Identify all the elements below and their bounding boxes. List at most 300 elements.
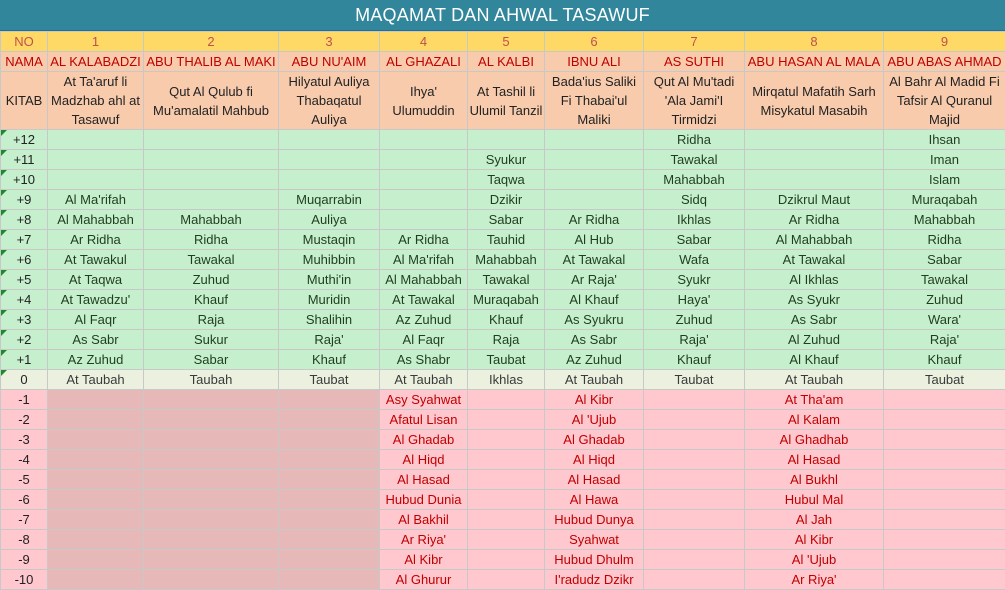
table-cell[interactable]: Al Ghurur (380, 570, 468, 590)
level-label[interactable] (1, 290, 48, 310)
table-cell[interactable]: As Shabr (380, 350, 468, 370)
book-title-2[interactable]: Qut Al Qulub fi Mu'amalatil Mahbub (144, 72, 279, 130)
column-number-9[interactable]: 9 (884, 32, 1005, 52)
table-cell[interactable]: At Taubah (545, 370, 644, 390)
level-label[interactable] (1, 450, 48, 470)
table-cell[interactable]: Mahabbah (644, 170, 745, 190)
table-cell[interactable] (884, 430, 1005, 450)
table-cell[interactable] (48, 430, 144, 450)
table-cell[interactable] (745, 150, 884, 170)
table-cell[interactable]: Al Kibr (745, 530, 884, 550)
table-cell[interactable] (279, 490, 380, 510)
table-cell[interactable]: Al Faqr (48, 310, 144, 330)
author-name-7[interactable]: AS SUTHI (644, 52, 745, 72)
table-cell[interactable] (468, 490, 545, 510)
header-row-nama (1, 52, 1005, 72)
table-cell[interactable]: Tauhid (468, 230, 545, 250)
table-cell[interactable]: Dzikir (468, 190, 545, 210)
table-cell[interactable]: Al Ghadab (545, 430, 644, 450)
level-value: +3 (17, 312, 32, 327)
table-cell[interactable] (468, 470, 545, 490)
book-title-9[interactable]: Al Bahr Al Madid Fi Tafsir Al Quranul Majid (884, 72, 1005, 130)
level-label[interactable] (1, 210, 48, 230)
table-cell[interactable] (545, 150, 644, 170)
table-cell[interactable]: Al Hub (545, 230, 644, 250)
table-cell[interactable] (144, 530, 279, 550)
table-cell[interactable]: Auliya (279, 210, 380, 230)
author-name-1[interactable]: AL KALABADZI (48, 52, 144, 72)
table-cell[interactable]: Mahabbah (884, 210, 1005, 230)
table-cell[interactable] (279, 550, 380, 570)
table-cell[interactable] (279, 430, 380, 450)
table-row (1, 550, 1005, 570)
table-cell[interactable]: Al Hawa (545, 490, 644, 510)
table-cell[interactable] (745, 170, 884, 190)
table-cell[interactable]: At Tawakal (380, 290, 468, 310)
table-cell[interactable]: Al Kalam (745, 410, 884, 430)
level-label[interactable] (1, 190, 48, 210)
table-row (1, 530, 1005, 550)
table-cell[interactable]: Taubat (884, 370, 1005, 390)
table-cell[interactable] (279, 130, 380, 150)
table-cell[interactable]: Hubud Dhulm (545, 550, 644, 570)
table-cell[interactable] (884, 550, 1005, 570)
table-cell[interactable] (468, 390, 545, 410)
table-cell[interactable]: Al Kibr (545, 390, 644, 410)
table-cell[interactable]: Muqarrabin (279, 190, 380, 210)
book-title-1[interactable]: At Ta'aruf li Madzhab ahl at Tasawuf (48, 72, 144, 130)
table-row (1, 390, 1005, 410)
table-cell[interactable]: Al Ikhlas (745, 270, 884, 290)
level-label[interactable] (1, 510, 48, 530)
table-cell[interactable] (144, 430, 279, 450)
table-cell[interactable] (380, 190, 468, 210)
table-cell[interactable] (884, 570, 1005, 590)
table-cell[interactable] (644, 510, 745, 530)
table-cell[interactable]: At Tha'am (745, 390, 884, 410)
table-cell[interactable] (380, 150, 468, 170)
book-title-6[interactable]: Bada'ius Saliki Fi Thabai'ul Maliki (545, 72, 644, 130)
column-number-4[interactable]: 4 (380, 32, 468, 52)
table-cell[interactable]: Muthi'in (279, 270, 380, 290)
table-cell[interactable]: Az Zuhud (48, 350, 144, 370)
table-cell[interactable]: Shalihin (279, 310, 380, 330)
table-cell[interactable] (468, 430, 545, 450)
table-cell[interactable] (48, 410, 144, 430)
table-cell[interactable] (144, 390, 279, 410)
level-label[interactable] (1, 570, 48, 590)
table-cell[interactable]: Ar Raja' (545, 270, 644, 290)
error-indicator-icon (1, 210, 7, 216)
level-label[interactable] (1, 350, 48, 370)
book-title-8[interactable]: Mirqatul Mafatih Sarh Misykatul Masabih (745, 72, 884, 130)
error-indicator-icon (1, 250, 7, 256)
table-cell[interactable]: Az Zuhud (545, 350, 644, 370)
table-row (1, 270, 1005, 290)
nama-label[interactable]: NAMA (1, 52, 48, 72)
table-cell[interactable]: Raja' (644, 330, 745, 350)
table-cell[interactable]: Taubat (279, 370, 380, 390)
table-row (1, 470, 1005, 490)
table-cell[interactable]: Raja' (884, 330, 1005, 350)
level-value: +10 (13, 172, 35, 187)
table-cell[interactable]: Al Mahabbah (745, 230, 884, 250)
column-number-8[interactable]: 8 (745, 32, 884, 52)
column-number-7[interactable]: 7 (644, 32, 745, 52)
table-row (1, 310, 1005, 330)
table-cell[interactable] (644, 490, 745, 510)
author-name-9[interactable]: ABU ABAS AHMAD (884, 52, 1005, 72)
table-cell[interactable] (144, 150, 279, 170)
table-cell[interactable]: Ridha (644, 130, 745, 150)
level-value: 0 (20, 372, 27, 387)
table-row (1, 150, 1005, 170)
table-cell[interactable]: Taqwa (468, 170, 545, 190)
table-cell[interactable]: I'radudz Dzikr (545, 570, 644, 590)
table-cell[interactable]: Khauf (884, 350, 1005, 370)
table-cell[interactable]: Raja (468, 330, 545, 350)
level-label[interactable] (1, 230, 48, 250)
table-cell[interactable]: Taubat (644, 370, 745, 390)
level-label[interactable] (1, 370, 48, 390)
book-title-5[interactable]: At Tashil li Ulumil Tanzil (468, 72, 545, 130)
table-cell[interactable]: As Sabr (545, 330, 644, 350)
table-cell[interactable] (144, 450, 279, 470)
table-cell[interactable]: Ar Ridha (545, 210, 644, 230)
table-cell[interactable]: Al Zuhud (745, 330, 884, 350)
table-cell[interactable] (644, 550, 745, 570)
table-cell[interactable]: Al Khauf (545, 290, 644, 310)
table-cell[interactable] (279, 530, 380, 550)
table-cell[interactable] (279, 150, 380, 170)
table-cell[interactable]: As Sabr (48, 330, 144, 350)
table-cell[interactable]: Khauf (279, 350, 380, 370)
table-cell[interactable] (48, 150, 144, 170)
level-value: -3 (18, 432, 30, 447)
table-cell[interactable]: Syukr (644, 270, 745, 290)
author-name-6[interactable]: IBNU ALI (545, 52, 644, 72)
level-label[interactable] (1, 470, 48, 490)
author-name-4[interactable]: AL GHAZALI (380, 52, 468, 72)
level-label[interactable] (1, 390, 48, 410)
author-name-5[interactable]: AL KALBI (468, 52, 545, 72)
table-cell[interactable]: Al 'Ujub (545, 410, 644, 430)
table-row (1, 410, 1005, 430)
table-cell[interactable]: Tawakal (468, 270, 545, 290)
table-cell[interactable]: At Tawakal (745, 250, 884, 270)
table-cell[interactable]: Hubud Dunia (380, 490, 468, 510)
table-cell[interactable] (644, 390, 745, 410)
table-cell[interactable]: Al Faqr (380, 330, 468, 350)
table-cell[interactable] (279, 470, 380, 490)
table-cell[interactable] (48, 390, 144, 410)
table-cell[interactable] (48, 130, 144, 150)
table-cell[interactable]: Al Bukhl (745, 470, 884, 490)
table-cell[interactable]: At Tawadzu' (48, 290, 144, 310)
table-cell[interactable]: Zuhud (884, 290, 1005, 310)
table-cell[interactable] (545, 170, 644, 190)
error-indicator-icon (1, 350, 7, 356)
table-cell[interactable] (884, 530, 1005, 550)
level-value: -7 (18, 512, 30, 527)
table-cell[interactable]: Hubul Mal (745, 490, 884, 510)
table-cell[interactable]: Taubah (144, 370, 279, 390)
level-label[interactable] (1, 550, 48, 570)
level-label[interactable] (1, 530, 48, 550)
table-cell[interactable]: Sidq (644, 190, 745, 210)
table-cell[interactable]: Sabar (144, 350, 279, 370)
table-cell[interactable]: Al Bakhil (380, 510, 468, 530)
table-cell[interactable]: At Taubah (380, 370, 468, 390)
table-cell[interactable]: Haya' (644, 290, 745, 310)
error-indicator-icon (1, 270, 7, 276)
error-indicator-icon (1, 370, 7, 376)
book-title-4[interactable]: Ihya' Ulumuddin (380, 72, 468, 130)
table-cell[interactable]: Al Mahabbah (380, 270, 468, 290)
table-cell[interactable]: Muridin (279, 290, 380, 310)
table-cell[interactable]: Al Ghadhab (745, 430, 884, 450)
table-cell[interactable]: Muraqabah (884, 190, 1005, 210)
table-cell[interactable] (279, 410, 380, 430)
table-cell[interactable]: Ihsan (884, 130, 1005, 150)
level-value: -9 (18, 552, 30, 567)
table-cell[interactable] (48, 530, 144, 550)
level-label[interactable] (1, 270, 48, 290)
table-cell[interactable]: Hubud Dunya (545, 510, 644, 530)
table-cell[interactable] (144, 130, 279, 150)
error-indicator-icon (1, 190, 7, 196)
column-number-6[interactable]: 6 (545, 32, 644, 52)
level-label[interactable] (1, 410, 48, 430)
table-cell[interactable] (48, 170, 144, 190)
table-cell[interactable]: Islam (884, 170, 1005, 190)
level-value: +7 (17, 232, 32, 247)
table-cell[interactable] (279, 390, 380, 410)
level-value: +5 (17, 272, 32, 287)
table-cell[interactable] (48, 510, 144, 530)
table-cell[interactable]: Raja (144, 310, 279, 330)
table-cell[interactable] (644, 530, 745, 550)
table-cell[interactable]: Sukur (144, 330, 279, 350)
maqamat-table (0, 31, 1005, 590)
table-row (1, 230, 1005, 250)
table-cell[interactable] (468, 510, 545, 530)
table-cell[interactable]: Iman (884, 150, 1005, 170)
error-indicator-icon (1, 310, 7, 316)
table-row (1, 190, 1005, 210)
table-cell[interactable]: Ar Riya' (745, 570, 884, 590)
level-label[interactable] (1, 430, 48, 450)
table-cell[interactable]: Zuhud (144, 270, 279, 290)
table-cell[interactable]: Ridha (884, 230, 1005, 250)
table-cell[interactable] (468, 530, 545, 550)
table-cell[interactable] (468, 450, 545, 470)
table-cell[interactable]: Muraqabah (468, 290, 545, 310)
table-cell[interactable]: Sabar (884, 250, 1005, 270)
level-value: +9 (17, 192, 32, 207)
table-cell[interactable] (48, 570, 144, 590)
no-label[interactable]: NO (1, 32, 48, 52)
table-cell[interactable] (644, 450, 745, 470)
table-cell[interactable]: Al Ma'rifah (380, 250, 468, 270)
error-indicator-icon (1, 290, 7, 296)
error-indicator-icon (1, 150, 7, 156)
table-cell[interactable]: Az Zuhud (380, 310, 468, 330)
table-cell[interactable] (468, 130, 545, 150)
table-row (1, 250, 1005, 270)
table-cell[interactable]: Al Khauf (745, 350, 884, 370)
table-cell[interactable] (380, 210, 468, 230)
kitab-label[interactable]: KITAB (1, 72, 48, 130)
table-cell[interactable]: Afatul Lisan (380, 410, 468, 430)
level-label[interactable] (1, 310, 48, 330)
book-title-3[interactable]: Hilyatul Auliya Thabaqatul Auliya (279, 72, 380, 130)
table-cell[interactable]: Mustaqin (279, 230, 380, 250)
table-cell[interactable]: Ridha (144, 230, 279, 250)
level-value: +4 (17, 292, 32, 307)
table-cell[interactable]: Al Jah (745, 510, 884, 530)
table-cell[interactable]: Tawakal (644, 150, 745, 170)
table-cell[interactable] (545, 130, 644, 150)
level-label[interactable] (1, 170, 48, 190)
table-cell[interactable]: Al Hiqd (545, 450, 644, 470)
table-cell[interactable]: Khauf (468, 310, 545, 330)
table-cell[interactable] (884, 490, 1005, 510)
table-cell[interactable] (144, 410, 279, 430)
table-cell[interactable]: Zuhud (644, 310, 745, 330)
table-cell[interactable]: Al Hasad (745, 450, 884, 470)
level-value: -10 (15, 572, 34, 587)
table-cell[interactable]: Ikhlas (644, 210, 745, 230)
table-cell[interactable] (279, 170, 380, 190)
table-cell[interactable] (48, 550, 144, 570)
table-cell[interactable]: Tawakal (884, 270, 1005, 290)
table-cell[interactable] (644, 470, 745, 490)
table-cell[interactable]: Ar Ridha (48, 230, 144, 250)
table-cell[interactable]: Ikhlas (468, 370, 545, 390)
table-cell[interactable]: At Taubah (48, 370, 144, 390)
table-cell[interactable] (48, 490, 144, 510)
table-cell[interactable] (380, 170, 468, 190)
level-label[interactable] (1, 490, 48, 510)
table-cell[interactable] (884, 450, 1005, 470)
table-cell[interactable] (144, 490, 279, 510)
table-cell[interactable] (48, 450, 144, 470)
table-cell[interactable]: Mahabbah (468, 250, 545, 270)
table-cell[interactable]: At Taqwa (48, 270, 144, 290)
column-number-3[interactable]: 3 (279, 32, 380, 52)
table-cell[interactable]: As Syukru (545, 310, 644, 330)
table-cell[interactable]: Khauf (644, 350, 745, 370)
table-cell[interactable]: Ar Ridha (380, 230, 468, 250)
table-cell[interactable] (380, 130, 468, 150)
table-cell[interactable] (144, 170, 279, 190)
table-cell[interactable]: Al Hiqd (380, 450, 468, 470)
table-cell[interactable]: Asy Syahwat (380, 390, 468, 410)
table-cell[interactable]: Al Kibr (380, 550, 468, 570)
table-cell[interactable] (884, 410, 1005, 430)
table-cell[interactable]: Syukur (468, 150, 545, 170)
table-cell[interactable]: Al Ghadab (380, 430, 468, 450)
table-cell[interactable]: Al Hasad (380, 470, 468, 490)
table-cell[interactable]: Dzikrul Maut (745, 190, 884, 210)
table-cell[interactable]: Syahwat (545, 530, 644, 550)
author-name-8[interactable]: ABU HASAN AL MALA (745, 52, 884, 72)
table-cell[interactable] (644, 410, 745, 430)
table-cell[interactable] (144, 190, 279, 210)
level-label[interactable] (1, 250, 48, 270)
table-cell[interactable] (279, 450, 380, 470)
level-value: +2 (17, 332, 32, 347)
table-cell[interactable]: Khauf (144, 290, 279, 310)
table-cell[interactable]: Wara' (884, 310, 1005, 330)
table-cell[interactable]: Wafa (644, 250, 745, 270)
level-label[interactable] (1, 150, 48, 170)
table-cell[interactable] (884, 390, 1005, 410)
table-cell[interactable]: At Taubah (745, 370, 884, 390)
column-number-2[interactable]: 2 (144, 32, 279, 52)
table-cell[interactable]: Al 'Ujub (745, 550, 884, 570)
table-cell[interactable] (144, 470, 279, 490)
table-cell[interactable] (468, 410, 545, 430)
table-cell[interactable] (144, 570, 279, 590)
author-name-3[interactable]: ABU NU'AIM (279, 52, 380, 72)
table-cell[interactable]: Raja' (279, 330, 380, 350)
table-cell[interactable]: Muhibbin (279, 250, 380, 270)
table-cell[interactable] (644, 570, 745, 590)
level-label[interactable] (1, 130, 48, 150)
column-number-5[interactable]: 5 (468, 32, 545, 52)
table-cell[interactable]: Taubat (468, 350, 545, 370)
table-cell[interactable] (468, 550, 545, 570)
level-value: -4 (18, 452, 30, 467)
table-cell[interactable] (468, 570, 545, 590)
table-cell[interactable]: Sabar (644, 230, 745, 250)
table-cell[interactable] (144, 510, 279, 530)
table-cell[interactable]: As Sabr (745, 310, 884, 330)
table-cell[interactable]: Mahabbah (144, 210, 279, 230)
table-cell[interactable]: At Tawakal (545, 250, 644, 270)
header-row-kitab (1, 72, 1005, 130)
table-cell[interactable]: Ar Ridha (745, 210, 884, 230)
table-cell[interactable] (644, 430, 745, 450)
table-cell[interactable] (144, 550, 279, 570)
book-title-7[interactable]: Qut Al Mu'tadi 'Ala Jami'I Tirmidzi (644, 72, 745, 130)
table-cell[interactable] (279, 510, 380, 530)
level-value: +6 (17, 252, 32, 267)
table-cell[interactable] (545, 190, 644, 210)
table-cell[interactable]: Ar Riya' (380, 530, 468, 550)
table-cell[interactable]: Sabar (468, 210, 545, 230)
table-cell[interactable]: At Tawakul (48, 250, 144, 270)
error-indicator-icon (1, 130, 7, 136)
table-cell[interactable]: Al Ma'rifah (48, 190, 144, 210)
table-cell[interactable]: Al Mahabbah (48, 210, 144, 230)
sheet-title: MAQAMAT DAN AHWAL TASAWUF (0, 0, 1005, 31)
table-cell[interactable] (745, 130, 884, 150)
table-cell[interactable]: Al Hasad (545, 470, 644, 490)
author-name-2[interactable]: ABU THALIB AL MAKI (144, 52, 279, 72)
table-row (1, 290, 1005, 310)
table-cell[interactable] (279, 570, 380, 590)
table-cell[interactable] (884, 510, 1005, 530)
level-label[interactable] (1, 330, 48, 350)
table-cell[interactable]: As Syukr (745, 290, 884, 310)
table-cell[interactable] (884, 470, 1005, 490)
table-cell[interactable]: Tawakal (144, 250, 279, 270)
column-number-1[interactable]: 1 (48, 32, 144, 52)
table-cell[interactable] (48, 470, 144, 490)
